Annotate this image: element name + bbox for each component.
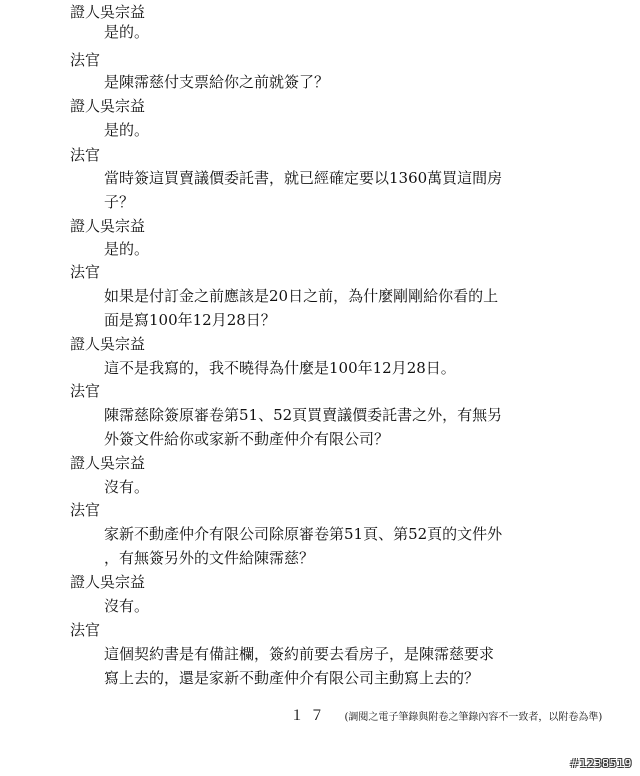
utterance: 是的。 bbox=[104, 240, 150, 258]
speaker-label: 證人吳宗益 bbox=[70, 573, 146, 591]
speaker-label: 證人吳宗益 bbox=[70, 454, 146, 472]
utterance: 寫上去的，還是家新不動產仲介有限公司主動寫上去的？ bbox=[104, 669, 480, 687]
speaker-label: 法官 bbox=[70, 263, 101, 281]
utterance: ，有無簽另外的文件給陳霈慈？ bbox=[104, 549, 315, 567]
utterance: 沒有。 bbox=[104, 478, 150, 496]
utterance: 這個契約書是有備註欄，簽約前要去看房子，是陳霈慈要求 bbox=[104, 645, 495, 663]
utterance: 當時簽這買賣議價委託書，就已經確定要以1360萬買這間房 bbox=[104, 169, 503, 187]
page-number: １７ bbox=[290, 708, 330, 724]
utterance: 家新不動產仲介有限公司除原審卷第51頁、第52頁的文件外 bbox=[104, 525, 503, 543]
document-id-watermark: #1238519 bbox=[569, 757, 632, 770]
speaker-label: 證人吳宗益 bbox=[70, 3, 146, 21]
speaker-label: 證人吳宗益 bbox=[70, 217, 146, 235]
utterance: 是的。 bbox=[104, 121, 150, 139]
utterance: 這不是我寫的，我不曉得為什麼是100年12月28日。 bbox=[104, 359, 456, 377]
speaker-label: 證人吳宗益 bbox=[70, 335, 146, 353]
page-footer bbox=[290, 705, 602, 725]
speaker-label: 證人吳宗益 bbox=[70, 97, 146, 115]
utterance: 如果是付訂金之前應該是20日之前，為什麼剛剛給你看的上 bbox=[104, 287, 499, 305]
speaker-label: 法官 bbox=[70, 621, 101, 639]
utterance: 沒有。 bbox=[104, 597, 150, 615]
speaker-label: 法官 bbox=[70, 146, 101, 164]
utterance: 是的。 bbox=[104, 23, 150, 41]
footer-note: (調閱之電子筆錄與附卷之筆錄內容不一致者，以附卷為準) bbox=[344, 712, 603, 723]
speaker-label: 法官 bbox=[70, 382, 101, 400]
utterance: 面是寫100年12月28日？ bbox=[104, 311, 276, 329]
speaker-label: 法官 bbox=[70, 501, 101, 519]
utterance: 外簽文件給你或家新不動產仲介有限公司？ bbox=[104, 430, 390, 448]
utterance: 是陳霈慈付支票給你之前就簽了？ bbox=[104, 73, 330, 91]
speaker-label: 法官 bbox=[70, 51, 101, 69]
utterance: 子？ bbox=[104, 193, 135, 211]
utterance: 陳霈慈除簽原審卷第51、52頁買賣議價委託書之外，有無另 bbox=[104, 406, 503, 424]
